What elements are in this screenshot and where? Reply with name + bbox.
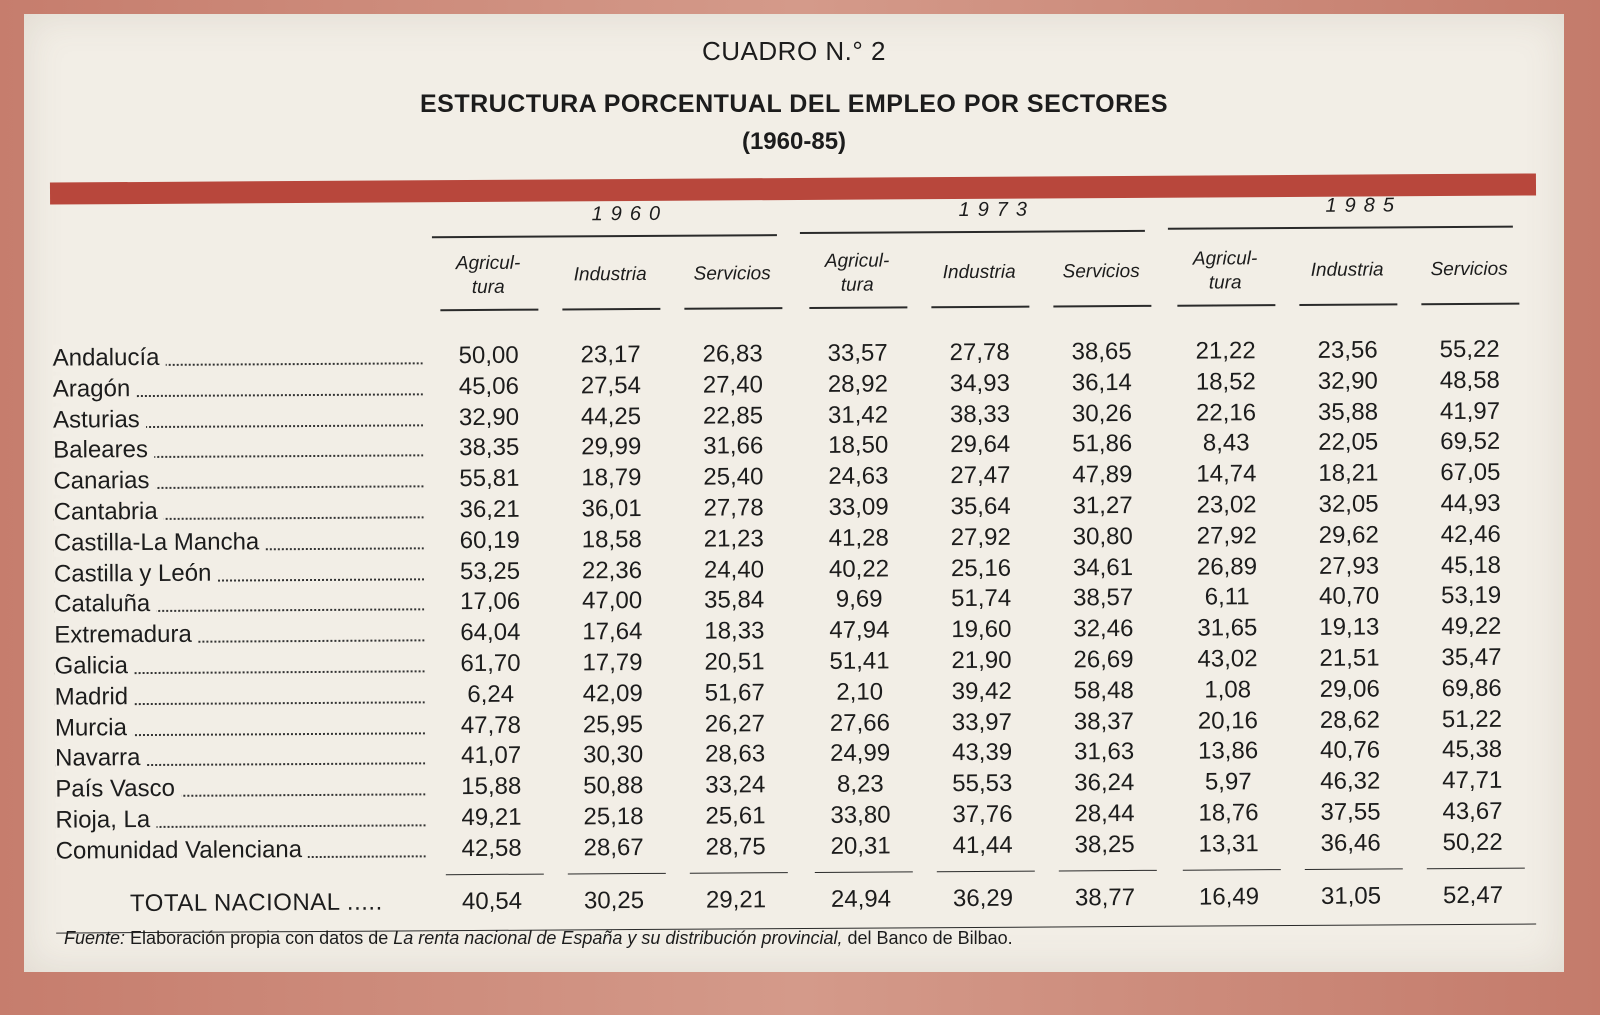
table-cell: 37,55: [1320, 798, 1381, 826]
table-cell: 18,50: [828, 431, 889, 460]
table-cell: 25,16: [950, 554, 1012, 582]
table-cell: 24,63: [828, 462, 889, 491]
table-cell: 45,18: [1440, 551, 1502, 579]
table-cell: 38,65: [1071, 337, 1132, 366]
table-cell: 53,25: [459, 557, 521, 585]
table-cell: 47,78: [460, 711, 522, 739]
region-name: Murcia: [55, 714, 133, 741]
table-cell: 42,58: [461, 834, 522, 862]
table-row-region: [54, 496, 424, 526]
table-cell: 27,92: [1196, 522, 1257, 550]
footnote-text: Elaboración propia con datos de: [125, 928, 394, 948]
table-cell: 29,99: [581, 433, 642, 461]
total-rule: [446, 873, 544, 875]
column-rule: [809, 306, 907, 308]
table-cell: 69,86: [1441, 674, 1502, 702]
total-rule: [815, 871, 913, 873]
table-cell: 18,21: [1318, 459, 1379, 488]
table-cell: 32,90: [1317, 367, 1378, 395]
table-cell: 19,13: [1319, 613, 1380, 642]
table-cell: 23,56: [1317, 336, 1378, 364]
table-cell: 18,79: [581, 464, 642, 492]
table-cell: 32,90: [458, 403, 520, 431]
table-cell: 43,39: [951, 739, 1013, 767]
total-cell: 38,77: [1074, 883, 1136, 911]
table-cell: 31,66: [703, 432, 764, 461]
total-rule: [1183, 869, 1281, 871]
table-cell: 58,48: [1073, 676, 1134, 705]
table-cell: 18,76: [1198, 799, 1259, 827]
table-cell: 48,58: [1439, 366, 1500, 394]
table-cell: 55,22: [1439, 335, 1500, 364]
table-cell: 21,90: [951, 646, 1012, 675]
footnote-source: La renta nacional de España y su distribución provincial,: [393, 928, 843, 948]
table-cell: 17,79: [582, 648, 643, 677]
table-cell: 27,54: [580, 371, 641, 400]
table-cell: 32,05: [1318, 490, 1379, 518]
table-cell: 31,42: [827, 401, 889, 429]
total-cell: 29,21: [705, 885, 767, 914]
table-cell: 36,21: [459, 495, 520, 524]
total-rule: [1059, 869, 1157, 871]
table-cell: 6,24: [467, 680, 515, 708]
table-cell: 51,22: [1441, 705, 1503, 733]
table-cell: 18,33: [704, 617, 765, 645]
region-name: País Vasco: [55, 775, 181, 803]
table-cell: 36,01: [581, 494, 642, 523]
total-rule: [568, 872, 666, 874]
table-cell: 35,64: [950, 492, 1011, 521]
region-name: Comunidad Valenciana: [56, 836, 309, 865]
table-cell: 1,08: [1204, 676, 1252, 704]
table-row-region: [54, 527, 424, 557]
table-cell: 42,46: [1440, 520, 1501, 548]
employment-table: [21, 9, 1567, 976]
table-cell: 25,40: [703, 463, 764, 491]
table-title: ESTRUCTURA PORCENTUAL DEL EMPLEO POR SECTORES: [419, 90, 1169, 118]
table-cell: 27,47: [950, 461, 1011, 490]
table-row-region: [55, 712, 425, 742]
table-cell: 27,40: [702, 371, 763, 399]
table-cell: 38,35: [459, 434, 520, 462]
footnote-text-end: del Banco de Bilbao.: [842, 928, 1013, 948]
table-cell: 15,88: [461, 772, 522, 801]
table-cell: 18,52: [1195, 368, 1256, 396]
table-cell: 20,31: [830, 832, 891, 860]
table-cell: 46,32: [1320, 767, 1381, 796]
table-cell: 34,61: [1072, 553, 1134, 581]
table-row-region: [55, 743, 425, 773]
column-rule: [562, 308, 660, 310]
column-rule: [684, 307, 782, 309]
table-cell: 47,71: [1442, 766, 1503, 795]
table-cell: 31,27: [1072, 491, 1133, 520]
table-row-region: [53, 435, 423, 465]
total-cell: 52,47: [1442, 881, 1504, 909]
region-name: Castilla y León: [54, 559, 218, 587]
column-rule: [1299, 303, 1397, 305]
year-rule: [432, 234, 777, 238]
table-cell: 21,51: [1319, 644, 1380, 672]
table-cell: 38,33: [949, 400, 1011, 428]
table-cell: 38,57: [1073, 584, 1134, 612]
table-cell: 53,19: [1441, 582, 1502, 610]
table-cell: 24,99: [829, 739, 891, 768]
table-cell: 25,95: [582, 710, 644, 738]
document-page: [24, 14, 1564, 972]
table-cell: 6,11: [1204, 583, 1250, 611]
table-cell: 27,93: [1318, 552, 1380, 580]
column-header: Agricul- tura: [824, 250, 890, 296]
column-rule: [1053, 305, 1151, 307]
column-header: Servicios: [1062, 260, 1140, 283]
table-cell: 29,62: [1318, 521, 1379, 549]
total-cell: 24,94: [830, 885, 892, 913]
total-cell: 31,05: [1320, 882, 1382, 910]
table-cell: 29,64: [950, 431, 1011, 459]
table-cell: 67,05: [1440, 458, 1501, 487]
table-row-region: [53, 404, 423, 434]
total-cell: 36,29: [952, 884, 1014, 912]
table-cell: 17,06: [460, 588, 521, 616]
year-rule: [800, 230, 1145, 234]
table-cell: 60,19: [459, 526, 520, 554]
table-row-region: [53, 373, 423, 403]
table-cell: 36,14: [1071, 368, 1132, 397]
column-rule: [440, 309, 538, 311]
table-cell: 36,46: [1320, 829, 1381, 857]
table-cell: 69,52: [1440, 428, 1501, 456]
column-header: Industria: [573, 263, 647, 286]
table-cell: 41,44: [952, 831, 1013, 859]
table-cell: 42,09: [582, 679, 643, 708]
table-cell: 41,97: [1439, 397, 1501, 425]
table-cell: 24,40: [703, 555, 765, 584]
table-cell: 50,00: [458, 341, 519, 370]
table-subtitle: (1960-85): [741, 128, 847, 155]
table-cell: 50,88: [583, 772, 644, 800]
total-row-label: [130, 888, 430, 918]
region-name: Baleares: [53, 436, 154, 464]
table-cell: 27,78: [949, 338, 1010, 367]
table-cell: 13,31: [1198, 830, 1259, 858]
table-cell: 9,69: [835, 585, 883, 614]
table-cell: 30,30: [582, 741, 644, 769]
table-cell: 55,81: [459, 464, 520, 493]
table-cell: 49,21: [461, 803, 522, 832]
column-header: Agricul- tura: [455, 252, 521, 299]
region-name: Asturias: [53, 406, 146, 434]
table-cell: 37,76: [952, 800, 1013, 829]
column-header: Industria: [942, 261, 1016, 284]
table-cell: 51,67: [704, 679, 765, 707]
year-header-1960: 1960: [591, 202, 669, 226]
total-rule: [1305, 868, 1403, 870]
region-name: Madrid: [55, 683, 135, 710]
table-cell: 26,89: [1196, 552, 1258, 581]
table-cell: 43,67: [1442, 797, 1503, 826]
table-cell: 22,16: [1195, 398, 1257, 427]
table-cell: 38,25: [1074, 830, 1135, 859]
table-cell: 33,97: [951, 708, 1013, 736]
table-cell: 43,02: [1197, 645, 1258, 673]
table-cell: 36,24: [1074, 769, 1135, 797]
region-name: Cantabria: [54, 498, 164, 526]
table-cell: 51,86: [1072, 430, 1133, 458]
table-row-region: [54, 650, 424, 680]
table-row-region: [54, 589, 424, 619]
table-number: CUADRO N.° 2: [702, 36, 886, 66]
table-cell: 27,78: [703, 494, 764, 522]
total-cell: 30,25: [583, 886, 645, 914]
table-cell: 14,74: [1196, 460, 1257, 488]
table-cell: 38,37: [1073, 707, 1135, 735]
table-cell: 50,22: [1442, 828, 1503, 856]
region-name: Canarias: [53, 467, 155, 495]
region-name: Aragón: [53, 375, 137, 403]
table-cell: 45,06: [458, 372, 519, 400]
total-label-text: TOTAL NACIONAL: [129, 888, 340, 917]
table-cell: 8,23: [836, 770, 884, 798]
table-row-region: [54, 558, 424, 588]
year-rule: [1168, 226, 1513, 230]
table-cell: 21,22: [1195, 337, 1256, 365]
table-cell: 19,60: [951, 615, 1012, 644]
total-cell: 40,54: [461, 887, 523, 915]
table-cell: 20,16: [1197, 706, 1259, 735]
table-cell: 27,66: [829, 709, 891, 737]
total-leader-dots: .....: [339, 888, 383, 916]
table-cell: 27,92: [950, 523, 1011, 551]
table-cell: 13,86: [1197, 737, 1259, 765]
table-cell: 31,65: [1197, 614, 1258, 642]
column-rule: [1177, 304, 1275, 306]
region-name: Navarra: [55, 744, 147, 772]
table-cell: 47,94: [829, 616, 890, 645]
table-cell: 28,67: [583, 833, 644, 862]
table-cell: 35,47: [1441, 643, 1502, 672]
table-cell: 23,17: [580, 340, 641, 369]
column-header: Servicios: [693, 263, 771, 285]
table-cell: 45,38: [1441, 736, 1503, 764]
table-row-region: [55, 774, 425, 804]
table-row-region: [54, 620, 424, 650]
table-cell: 17,64: [582, 618, 643, 646]
table-cell: 35,88: [1317, 398, 1379, 426]
table-cell: 20,51: [704, 648, 765, 676]
table-row-region: [53, 342, 423, 372]
table-cell: 51,74: [951, 585, 1012, 613]
year-header-1973: 1973: [958, 198, 1036, 222]
region-name: Andalucía: [53, 344, 166, 372]
table-cell: 49,22: [1441, 612, 1502, 641]
table-cell: 26,69: [1073, 645, 1134, 674]
table-cell: 28,63: [704, 740, 766, 768]
total-rule: [690, 872, 788, 874]
column-header: Servicios: [1430, 258, 1508, 281]
column-rule: [931, 306, 1029, 308]
table-cell: 28,75: [705, 833, 766, 861]
table-row-region: [56, 835, 426, 865]
table-cell: 35,84: [704, 586, 765, 615]
table-cell: 28,62: [1319, 706, 1381, 734]
region-name: Rioja, La: [55, 806, 156, 834]
region-name: Castilla-La Mancha: [54, 528, 266, 556]
table-cell: 32,46: [1073, 615, 1134, 643]
table-cell: 33,57: [827, 339, 888, 367]
total-rule: [937, 870, 1035, 872]
table-cell: 39,42: [951, 677, 1012, 705]
table-cell: 18,58: [581, 525, 642, 554]
total-rule: [1427, 867, 1525, 869]
table-cell: 31,63: [1073, 738, 1135, 766]
table-cell: 30,26: [1071, 399, 1133, 427]
table-cell: 28,92: [827, 370, 888, 398]
table-cell: 55,53: [952, 769, 1013, 798]
total-cell: 16,49: [1198, 882, 1260, 911]
column-header: Agricul- tura: [1192, 248, 1258, 294]
table-cell: 29,06: [1319, 675, 1380, 703]
table-cell: 22,05: [1318, 428, 1379, 457]
column-header: Industria: [1310, 259, 1384, 281]
table-row-region: [53, 466, 423, 496]
table-cell: 21,23: [703, 525, 764, 553]
table-cell: 25,18: [583, 802, 644, 831]
table-cell: 28,44: [1074, 799, 1135, 828]
table-cell: 51,41: [829, 647, 890, 675]
footnote-prefix: Fuente:: [64, 928, 126, 948]
table-cell: 25,61: [705, 802, 766, 830]
region-name: Cataluña: [54, 590, 156, 618]
table-cell: 22,85: [702, 401, 764, 430]
table-cell: 33,24: [705, 771, 766, 799]
table-cell: 26,27: [704, 709, 766, 738]
region-name: Galicia: [54, 652, 134, 679]
table-cell: 34,93: [949, 369, 1010, 397]
table-cell: 33,09: [828, 493, 889, 521]
column-rule: [1421, 303, 1519, 305]
table-cell: 40,70: [1319, 582, 1380, 611]
table-cell: 47,89: [1072, 461, 1133, 489]
table-cell: 23,02: [1196, 491, 1257, 519]
table-row-region: [55, 681, 425, 711]
table-cell: 41,07: [460, 742, 522, 770]
table-cell: 22,36: [581, 556, 643, 584]
table-cell: 30,80: [1072, 522, 1133, 551]
table-cell: 47,00: [582, 587, 643, 615]
table-cell: 40,22: [828, 555, 890, 583]
table-cell: 2,10: [836, 678, 884, 706]
table-cell: 33,80: [830, 801, 891, 829]
table-cell: 61,70: [460, 649, 521, 678]
region-name: Extremadura: [54, 621, 198, 649]
table-row-region: [55, 804, 425, 834]
table-cell: 26,83: [702, 340, 763, 368]
table-cell: 44,25: [580, 402, 642, 430]
table-cell: 8,43: [1202, 429, 1250, 457]
year-header-1985: 1985: [1325, 194, 1403, 217]
table-cell: 41,28: [828, 524, 889, 552]
table-cell: 44,93: [1440, 489, 1501, 518]
table-cell: 40,76: [1319, 736, 1381, 765]
table-cell: 5,97: [1204, 768, 1252, 796]
table-cell: 64,04: [460, 618, 521, 647]
source-footnote: [64, 928, 1013, 949]
